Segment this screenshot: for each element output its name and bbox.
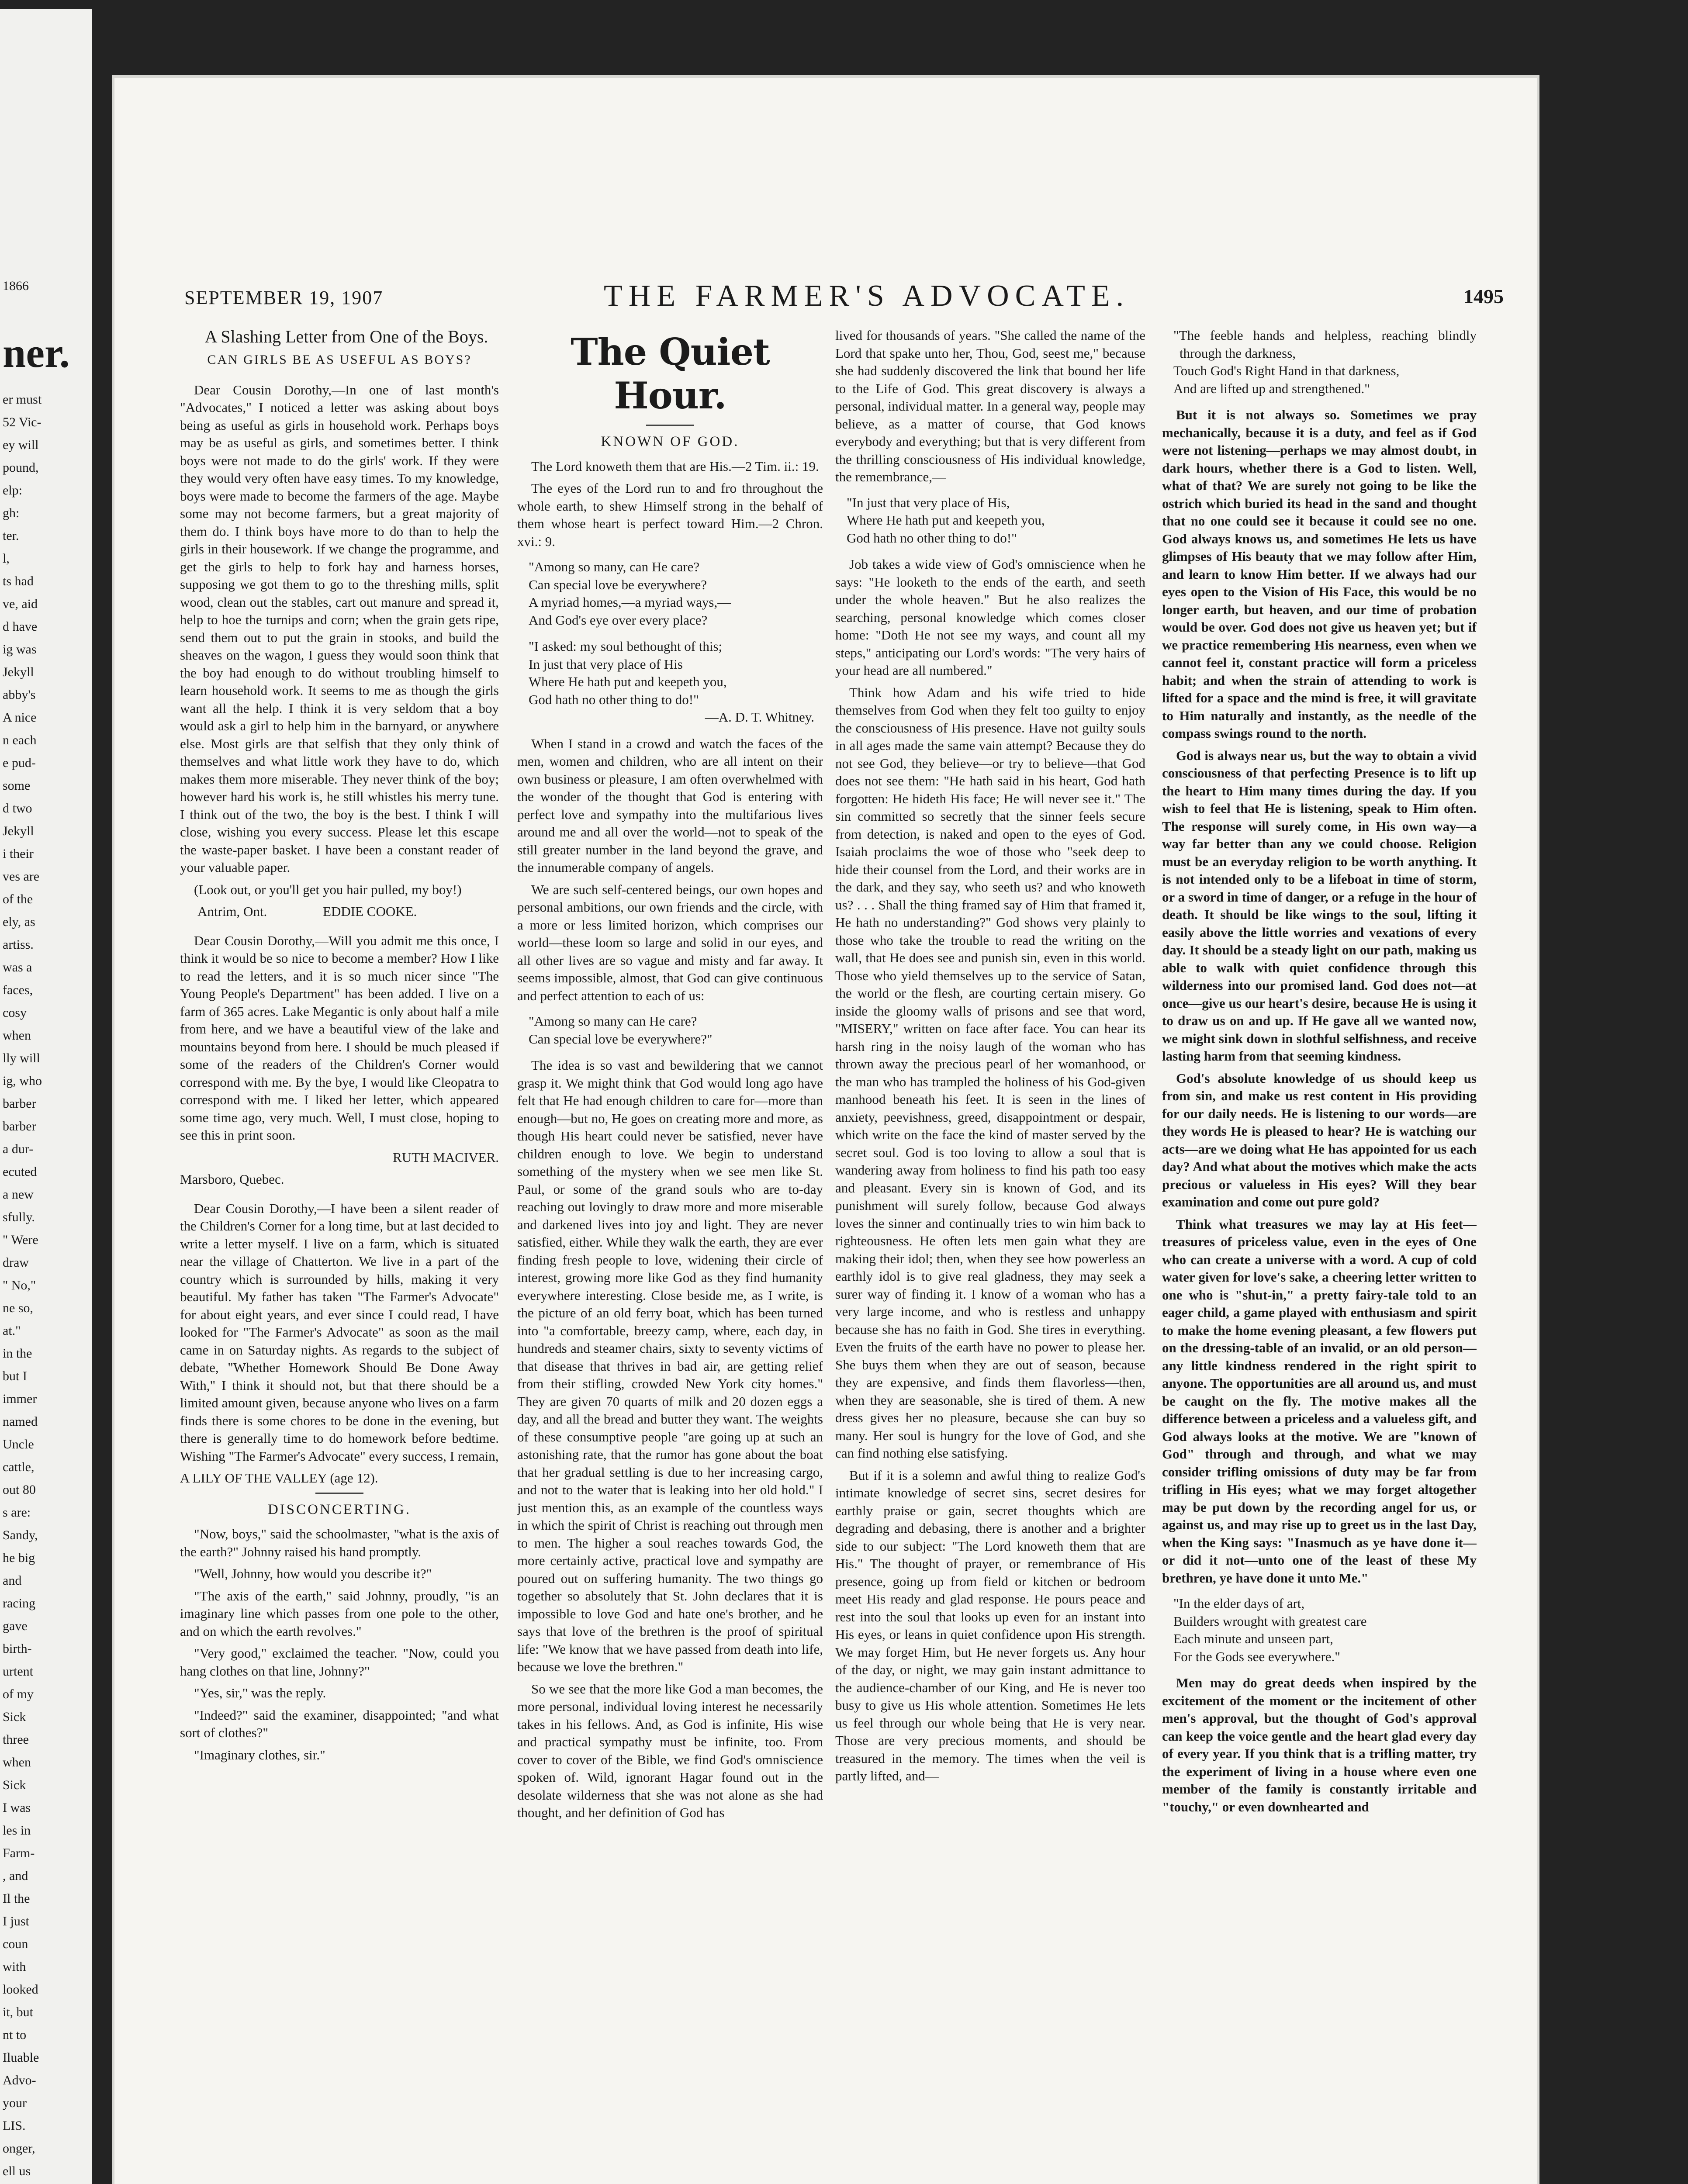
adjacent-text-fragment: it, but: [3, 2005, 34, 2019]
poem-line: Can special love be everywhere?: [529, 577, 707, 592]
adjacent-text-fragment: faces,: [3, 983, 33, 997]
adjacent-text-fragment: artiss.: [3, 937, 34, 952]
poem: [517, 638, 823, 726]
adjacent-text-fragment: s are:: [3, 1505, 31, 1520]
article-paragraph: But if it is a solemn and awful thing to realize God's intimate knowledge of secret sins, secret desires for earthly praise or gain, secret thoughts which are degrading and debasing, there is another and a brighter side to our subject: "The Lord knoweth them that are His." The thought of prayer, or remembrance of His presence, going up from field or kitchen or bedroom meet His ready and glad response. He pours peace and rest into the soul that looks up even for an instant into His eyes, or leans in quiet confidence upon His strength. We may forget Him, but He never forgets us. Any hour of the day, or night, we may gain instant admittance to the audience-chamber of our King, and He is never too busy to give us His whole attention. Sometimes He lets us feel through our whole being that He is very near. Those are very precious moments, and should be treasured in the memory. The times when the veil is partly lifted, and—: [835, 1467, 1145, 1783]
poem-line: "Among so many can He care?: [529, 1013, 697, 1029]
adjacent-text-fragment: nt to: [3, 2028, 27, 2042]
adjacent-text-fragment: your: [3, 2096, 27, 2110]
article-paragraph: Job takes a wide view of God's omniscience when he says: "He looketh to the ends of the earth, and seeth under the whole heaven." But he also realizes the searching, personal knowledge which comes closer home: "Doth He not see my ways, and count all my steps," anticipating our Lord's words: "The very hairs of your head are all numbered.": [835, 556, 1145, 678]
signature-place: Antrim, Ont.: [197, 904, 267, 919]
adjacent-text-fragment: ecuted: [3, 1165, 37, 1179]
adjacent-text-fragment: ves are: [3, 869, 40, 884]
adjacent-text-fragment: Advo-: [3, 2073, 36, 2087]
section-heading: DISCONCERTING.: [267, 1501, 412, 1517]
adjacent-text-fragment: e pud-: [3, 756, 36, 770]
poem-line: Each minute and unseen part,: [1173, 1631, 1333, 1646]
poem-line: For the Gods see everywhere.": [1173, 1648, 1340, 1664]
poem-line: "Among so many, can He care?: [529, 559, 700, 574]
issue-date: SEPTEMBER 19, 1907: [184, 287, 384, 308]
adjacent-text-fragment: er must: [3, 392, 42, 407]
adjacent-text-fragment: ell us: [3, 2164, 31, 2178]
adjacent-text-fragment: lly will: [3, 1051, 40, 1065]
adjacent-text-fragment: but I: [3, 1369, 27, 1383]
poem-line: And God's eye over every place?: [529, 612, 708, 628]
adjacent-text-fragment: birth-: [3, 1641, 32, 1656]
adjacent-text-fragment: abby's: [3, 688, 36, 702]
adjacent-text-fragment: I just: [3, 1914, 29, 1928]
signature-name: RUTH MACIVER.: [393, 1149, 499, 1165]
adjacent-text-fragment: sfully.: [3, 1210, 35, 1224]
adjacent-text-fragment: of the: [3, 892, 33, 906]
adjacent-text-fragment: l,: [3, 551, 10, 566]
adjacent-text-fragment: A nice: [3, 710, 37, 725]
adjacent-text-fragment: ig, who: [3, 1074, 42, 1088]
adjacent-text-fragment: he big: [3, 1551, 35, 1565]
adjacent-text-fragment: Sandy,: [3, 1528, 38, 1542]
adjacent-text-fragment: cattle,: [3, 1460, 35, 1474]
article-paragraph: When I stand in a crowd and watch the faces of the men, women and children, who are all intent on their own business or pleasure, I am often overwhelmed with the wonder of the thought that God is entering with perfect love and sympathy into the multifarious lives around me and all over the world—not to speak of the still greater number in the land beyond the grave, and the innumerable company of angels.: [517, 736, 823, 875]
poem-line: Where He hath put and keepeth you,: [529, 674, 727, 689]
quiet-hour-title: The Quiet Hour.: [571, 330, 770, 417]
divider: [646, 425, 694, 426]
scripture-verse: The Lord knoweth them that are His.—2 Tim. ii.: 19.: [531, 458, 819, 474]
adjacent-text-fragment: ts had: [3, 574, 34, 588]
poem-line: Can special love be everywhere?": [529, 1031, 713, 1047]
adjacent-text-fragment: Uncle: [3, 1437, 34, 1451]
adjacent-text-fragment: barber: [3, 1119, 36, 1133]
story-paragraph: "Now, boys," said the schoolmaster, "what is the axis of the earth?" Johnny raised his hand promptly.: [180, 1526, 499, 1559]
adjacent-text-fragment: out 80: [3, 1482, 36, 1497]
adjacent-text-fragment: i their: [3, 847, 34, 861]
adjacent-text-fragment: looked: [3, 1982, 38, 1997]
adjacent-text-fragment: Il the: [3, 1891, 30, 1906]
adjacent-text-fragment: d two: [3, 801, 32, 816]
adjacent-text-fragment: was a: [3, 960, 32, 975]
letter-subhead: CAN GIRLS BE AS USEFUL AS BOYS?: [207, 352, 472, 367]
signature-name: A LILY OF THE VALLEY (age 12).: [180, 1470, 378, 1486]
story-paragraph: "Imaginary clothes, sir.": [194, 1747, 325, 1762]
poem-line: "In the elder days of art,: [1173, 1596, 1305, 1611]
poem: [517, 558, 823, 629]
poem-line: And are lifted up and strengthened.": [1173, 380, 1370, 396]
adjacent-text-fragment: with: [3, 1959, 26, 1974]
column-3: [835, 327, 1145, 2184]
story-paragraph: "The axis of the earth," said Johnny, proudly, "is an imaginary line which passes from one pole to the other, and on which the earth revolves.": [180, 1588, 499, 1639]
adjacent-text-fragment: gh:: [3, 506, 20, 520]
adjacent-text-fragment: ig was: [3, 642, 37, 657]
adjacent-text-fragment: named: [3, 1414, 38, 1429]
adjacent-text-fragment: and: [3, 1573, 22, 1588]
poem-line: Touch God's Right Hand in that darkness,: [1173, 363, 1400, 378]
column-2: [517, 327, 823, 2184]
adjacent-text-fragment: Farm-: [3, 1846, 35, 1860]
article-paragraph: We are such self-centered beings, our own hopes and personal ambitions, our own friends and the circle, with a more or less limited horizon, which comprises our world—these loom so large and solid in our eyes, and all other lives are so vague and misty and far away. It seems impossible, almost, that God can give continuous and perfect attention to each of us:: [517, 881, 823, 1003]
article-paragraph: lived for thousands of years. "She called the name of the Lord that spake unto her, Thou, God, seest me," because she had suddenly discovered the link that bound her life to the Life of God. This great discovery is always a personal, individual matter. In a general way, people may believe, as a matter of course, that God knows everybody and everything; but that is very different from the thrilling consciousness of His individual knowledge, the remembrance,—: [835, 328, 1145, 484]
adjacent-text-fragment: elp:: [3, 483, 22, 498]
adjacent-text-fragment: immer: [3, 1392, 37, 1406]
page-header: [184, 279, 1504, 318]
adjacent-text-fragment: Iluable: [3, 2050, 39, 2065]
letter-paragraph: Dear Cousin Dorothy,—Will you admit me this once, I think it would be so nice to become a member? How I like to read the letters, and it is so much nicer since "The Young People's Department" has been added. I live on a farm of 365 acres. Lake Megantic is only about half a mile from here, and we have a beautiful view of the lake and mountains beyond from here. I should be much pleased if some of the readers of the Children's Corner would correspond with me. By the bye, I would like Cleopatra to correspond with me. I liked her letter, which appeared some time ago, very much. Well, I must close, hoping to see this in print soon.: [180, 933, 499, 1143]
adjacent-text-fragment: when: [3, 1028, 31, 1043]
adjacent-text-fragment: Jekyll: [3, 824, 34, 838]
adjacent-text-fragment: les in: [3, 1823, 31, 1838]
adjacent-text-fragment: a new: [3, 1187, 34, 1202]
letter-headline: A Slashing Letter from One of the Boys.: [204, 327, 488, 346]
adjacent-text-fragment: coun: [3, 1937, 28, 1951]
poem-line: God hath no other thing to do!": [529, 691, 699, 707]
masthead-title: THE FARMER'S ADVOCATE.: [604, 279, 1130, 313]
scripture-verse: The eyes of the Lord run to and fro throughout the whole earth, to shew Himself strong in the behalf of them whose heart is perfect toward Him.—2 Chron. xvi.: 9.: [517, 480, 823, 549]
article-paragraph: The idea is so vast and bewildering that we cannot grasp it. We might think that God would long ago have felt that He had enough children to care for—more than enough—but no, He goes on creating more and more, as though His heart could never be satisfied, never have children enough to love. We begin to understand something of the mystery when we see men like St. Paul, or some of the grand souls who are to-day reaching out lovingly to draw more and more miserable and darkened lives into joy and light. They are never satisfied, either. While they walk the earth, they are ever finding fresh people to love, widening their circle of interest, growing more like God as they find humanity everywhere interesting. Close beside me, as I write, is the picture of an old ferry boat, which has been turned into "a comfortable, breezy camp, where, each day, in hundreds and steamer chairs, sixty to seventy victims of that disease that thrives in bad air, are getting relief from their stifling, crowded New York city homes." They are given 70 quarts of milk and 20 dozen eggs a day, and all the bread and butter they want. The weights of these consumptive people "are going up at such an astonishing rate, that the rumor has gone about the boat that her gradual settling is due to her increasing cargo, and not to the water that is leaking into her old hold." I just mention this, as an example of the countless ways in which the spirit of Christ is reaching out through men to men. The higher a soul reaches towards God, the more certainly active, practical love and sympathy are poured out on suffering humanity. The two things go together so absolutely that St. John declares that it is impossible to love God and hate one's brother, and he says that love of the brethren is the proof of spiritual life: "We know that we have passed from death into life, because we love the brethren.": [517, 1057, 823, 1674]
adjacent-text-fragment: ey will: [3, 438, 39, 452]
story-paragraph: "Yes, sir," was the reply.: [194, 1685, 326, 1700]
poem-line: Builders wrought with greatest care: [1173, 1613, 1367, 1629]
adjacent-text-fragment: some: [3, 778, 31, 793]
adjacent-text-fragment: 1866: [3, 279, 29, 293]
poem-line: "In just that very place of His,: [847, 494, 1010, 510]
article-paragraph: God is always near us, but the way to obtain a vivid consciousness of that perfecting Presence is to lift up the heart to Him many times during the day. If you wish to feel that He is listening, speak to Him often. The response will surely come, in His own way—a way far better than any we could choose. Religion must be an everyday religion to be worth anything. It is not intended only to be a lifeboat in time of storm, or a sword in time of danger, or a refuge in the hour of death. It should be like wings to the soul, lifting it easily above the little worries and vexations of every day. It should be a steady light on our path, making us able to walk with quiet confidence through this wilderness into our promised land. God does not—at once—give us our heart's desire, because He is using it to draw us on and up. If He gave all we wanted now, we might sink down in slothful selfishness, and receive lasting harm from that seeming kindness.: [1162, 747, 1477, 1064]
adjacent-text-fragment: in the: [3, 1346, 32, 1361]
adjacent-text-fragment: racing: [3, 1596, 35, 1610]
adjacent-text-fragment: , and: [3, 1869, 28, 1883]
editor-note: (Look out, or you'll get you hair pulled, my boy!): [194, 881, 462, 897]
poem-line: God hath no other thing to do!": [847, 530, 1017, 546]
article-paragraph: Men may do great deeds when inspired by the excitement of the moment or the incitement of other men's approval, but the thought of God's approval can keep the voice gentle and the heart glad every day of every year. If you think that is a trifling matter, try the experiment of living in a house where even one member of the family is constantly irritable and "touchy," or even downhearted and: [1162, 1675, 1477, 1814]
article-paragraph: Think how Adam and his wife tried to hide themselves from God when they felt too guilty to enjoy the consciousness of His presence. Have not guilty souls in all ages made the same vain attempt? Because they do not see God, they believe—or try to believe—that God does not see them: "He hath said in his heart, God hath forgotten: He hideth His face; He will never see it." The sin committed so secretly that the sinner feels secure from detection, is naked and open to the eyes of God. Isaiah proclaims the woe of those who "seek deep to hide their counsel from the Lord, and their works are in the dark, and they say, who seeth us? and who knoweth us? . . . Shall the thing framed say of Him that framed it, He hath no understanding?" God shows very plainly to those who take the trouble to read the writing on the wall, that He does see and punish sin, even in this world. Those who yield themselves up to the service of Satan, the world or the flesh, are courting certain misery. Go inside the gloomy walls of prisons and see that word, "MISERY," written on face after face. You can hear its harsh ring in the noisy laugh of the woman who has thrown away the precious pearl of her womanhood, or the man who has trampled the holiness of his God-given manhood beneath his feet. It is seen in the lines of anxiety, peevishness, greed, disappointment or despair, which write on the face the kind of master served by the secret soul. God is too loving to allow a soul that is wandering away from holiness to find his path too easy and pleasant. Every sin is known of God, and its punishment will surely follow, because God always loves the sinner and continually tries to win him back to righteousness. He often lets men gain what they are making their idol; then, when they see how powerless an earthly idol is to give real gladness, they may seek a surer way of finding it. I know of a woman who has a very large income, and who is restless and unhappy because she has no faith in God. She tires in everything. Even the fruits of the earth have no power to please her. She buys them when they are out of season, because they are expensive, and finds them flavorless—then, when they are seasonable, she is tired of them. A new dress gives her no pleasure, because she can buy so many. Her soul is hungry for the love of God, and she can find nothing else satisfying.: [835, 684, 1145, 1461]
page-number: 1495: [1463, 285, 1504, 308]
adjacent-text-fragment: n each: [3, 733, 37, 747]
poem-attribution: —A. D. T. Whitney.: [705, 709, 814, 725]
letter-paragraph: Dear Cousin Dorothy,—I have been a silent reader of the Children's Corner for a long time, but at last decided to write a letter myself. I live on a farm, which is situated near the village of Chatterton. We live in a part of the country which is surrounded by hills, making it very beautiful. My father has taken "The Farmer's Advocate" for about eight years, and ever since I could read, I have looked for "The Farmer's Advocate" as soon as the mail came in on Saturday nights. As regards to the subject of debate, "Whether Homework Should Be Done Away With," I think it should not, but that there should be a limited amount given, because anyone who lives on a farm finds there is some chores to be done in the evening, but there is generally time to do homework before bedtime. Wishing "The Farmer's Advocate" every success, I remain,: [180, 1200, 499, 1464]
adjacent-text-fragment: a dur-: [3, 1142, 34, 1156]
adjacent-text-fragment: pound,: [3, 460, 39, 475]
letter-paragraph: Dear Cousin Dorothy,—In one of last month's "Advocates," I noticed a letter was asking about boys being as useful as girls in household work. Perhaps boys may be as useful as girls, and sometimes better. I think boys were not made to do the girls' work. If they were they would very often have easy times. To my knowledge, boys were made to become the farmers of the age. Maybe some may not become farmers, but a great majority of them do. I think boys have more to do than to help the girls in their housework. If we change the programme, and get the girls to help to fork hay and harness horses, supposing we got them to go to the threshing mills, split wood, clean out the stables, cart out manure and spread it, help to hoe the turnips and corn; when the grain gets ripe, send them out to put the grain in stooks, and build the sheaves on the wagon, I guess they would soon think that the boy had enough to do without troubling himself to learn household work. It seems to me as though the girls want all the help. I think it is very seldom that a boy would ask a girl to help him in the barnyard, or anywhere else. Most girls are that selfish that they only think of themselves and what little work they have to do, which makes them more miserable. They never think of the boy; however hard his work is, he still whistles his merry tune. I think out of the two, the boy is the best. I think I will close, wishing you every success. Please let this escape the waste-paper basket. I have been a constant reader of your valuable paper.: [180, 382, 499, 875]
poem-line: "I asked: my soul bethought of this;: [529, 639, 723, 654]
newspaper-page: [114, 78, 1537, 2184]
adjacent-text-fragment: gave: [3, 1619, 28, 1633]
adjacent-text-fragment: onger,: [3, 2141, 35, 2156]
adjacent-text-fragment: of my: [3, 1687, 34, 1701]
adjacent-text-fragment: barber: [3, 1096, 36, 1111]
adjacent-text-fragment: cosy: [3, 1006, 27, 1020]
signature-name: EDDIE COOKE.: [323, 904, 417, 919]
poem: [1162, 1595, 1477, 1666]
section-heading: KNOWN OF GOD.: [601, 434, 740, 449]
adjacent-text-fragment: ely, as: [3, 915, 35, 929]
divider: [315, 1493, 363, 1494]
adjacent-text-fragment: draw: [3, 1255, 29, 1270]
adjacent-text-fragment: ter.: [3, 529, 19, 543]
poem: [517, 1013, 823, 1048]
poem-line: In just that very place of His: [529, 656, 683, 672]
adjacent-text-fragment: ve, aid: [3, 597, 38, 611]
article-paragraph: Think what treasures we may lay at His feet—treasures of priceless value, even in the eyes of One who can create a universe with a word. A cup of cold water given for love's sake, a cheering letter written to one who is "shut-in," a pretty fairy-tale told to an eager child, a game played with enthusiasm and spirit to make the home evening pleasant, a few flowers put on the dressing-table of an invalid, or an old person—any little kindness rendered in the right spirit to anyone. The opportunities are all around us, and must be caught on the fly. The motive makes all the difference between a priceless and a valueless gift, and God always looks at the motive. We are "known of God" through and through, and what we may consider trifling omissions of duty may be far from trifling in His eyes; what we may forget altogether may be put down by the recording angel for us, or against us, and may rise up to greet us in the last Day, when the King says: "Inasmuch as ye have done it—or did it not—unto one of the least of these My brethren, ye have done it unto Me.": [1162, 1216, 1477, 1586]
article-paragraph: But it is not always so. Sometimes we pray mechanically, because it is a duty, and feel as if God were not listening—perhaps we may almost doubt, in dark hours, whether there is a God to listen. Well, what of that? We are surely not going to be like the ostrich which buried its head in the sand and thought that no one could see it because it could see no one. God always knows us, and sometimes He lets us have glimpses of His beauty that we may follow after Him, and learn to know Him better. If we always had our eyes open to the Vision of His Face, this would be no longer earth, but heaven, and our time of probation would be over. God does not give us heaven yet; but if we practice remembering His nearness, even when we cannot feel it, constant practice will form a priceless habit; and when the strain of attending to work is lifted for a space and the mind is free, it will gravitate to Him naturally and instantly, as the needle of the compass swings round to the north.: [1162, 407, 1477, 741]
poem: [835, 494, 1145, 547]
adjacent-text-fragment: ner.: [3, 329, 70, 376]
adjacent-text-fragment: Sick: [3, 1778, 26, 1792]
adjacent-page-fragment: [0, 9, 92, 2184]
column-1: [180, 327, 499, 2184]
adjacent-text-fragment: at.": [3, 1324, 21, 1338]
adjacent-text-fragment: " No,": [3, 1278, 36, 1292]
adjacent-text-fragment: I was: [3, 1800, 31, 1815]
poem-line: "The feeble hands and helpless, reaching blindly through the darkness,: [1173, 328, 1477, 361]
adjacent-text-fragment: when: [3, 1755, 31, 1769]
signature-place: Marsboro, Quebec.: [180, 1171, 284, 1187]
article-paragraph: God's absolute knowledge of us should keep us from sin, and make us rest content in His providing for our daily needs. He is listening to our words—are they words He is pleased to hear? He is watching our acts—are we doing what He has appointed for us each day? And what about the motives which make the acts precious or valueless in His eyes? Will they bear examination and come out pure gold?: [1162, 1070, 1477, 1209]
story-paragraph: "Well, Johnny, how would you describe it?": [194, 1566, 432, 1581]
adjacent-text-fragment: ne so,: [3, 1301, 33, 1315]
story-paragraph: "Very good," exclaimed the teacher. "Now, could you hang clothes on that line, Johnny?": [180, 1645, 499, 1679]
adjacent-text-fragment: three: [3, 1732, 29, 1747]
adjacent-text-fragment: d have: [3, 619, 38, 634]
adjacent-text-fragment: 52 Vic-: [3, 415, 42, 429]
poem-line: A myriad homes,—a myriad ways,—: [529, 594, 731, 610]
article-paragraph: So we see that the more like God a man becomes, the more personal, individual loving interest he necessarily takes in his fellows. And, as God is infinite, His wise and practical sympathy must be infinite, too. From cover to cover of the Bible, we find God's omniscience spoken of. Wild, ignorant Hagar found out in the desolate wilderness that she was not alone as she had thought, and her definition of God has: [517, 1681, 823, 1820]
signature: [180, 903, 499, 921]
adjacent-text-fragment: " Were: [3, 1233, 38, 1247]
poem-line: Where He hath put and keepeth you,: [847, 512, 1045, 528]
column-4: [1162, 327, 1477, 2184]
story-paragraph: "Indeed?" said the examiner, disappointed; "and what sort of clothes?": [180, 1707, 499, 1740]
adjacent-text-fragment: Jekyll: [3, 665, 34, 679]
adjacent-text-fragment: urtent: [3, 1664, 33, 1679]
adjacent-text-fragment: LIS.: [3, 2118, 26, 2133]
poem: [1162, 327, 1477, 397]
adjacent-text-fragment: Sick: [3, 1710, 26, 1724]
